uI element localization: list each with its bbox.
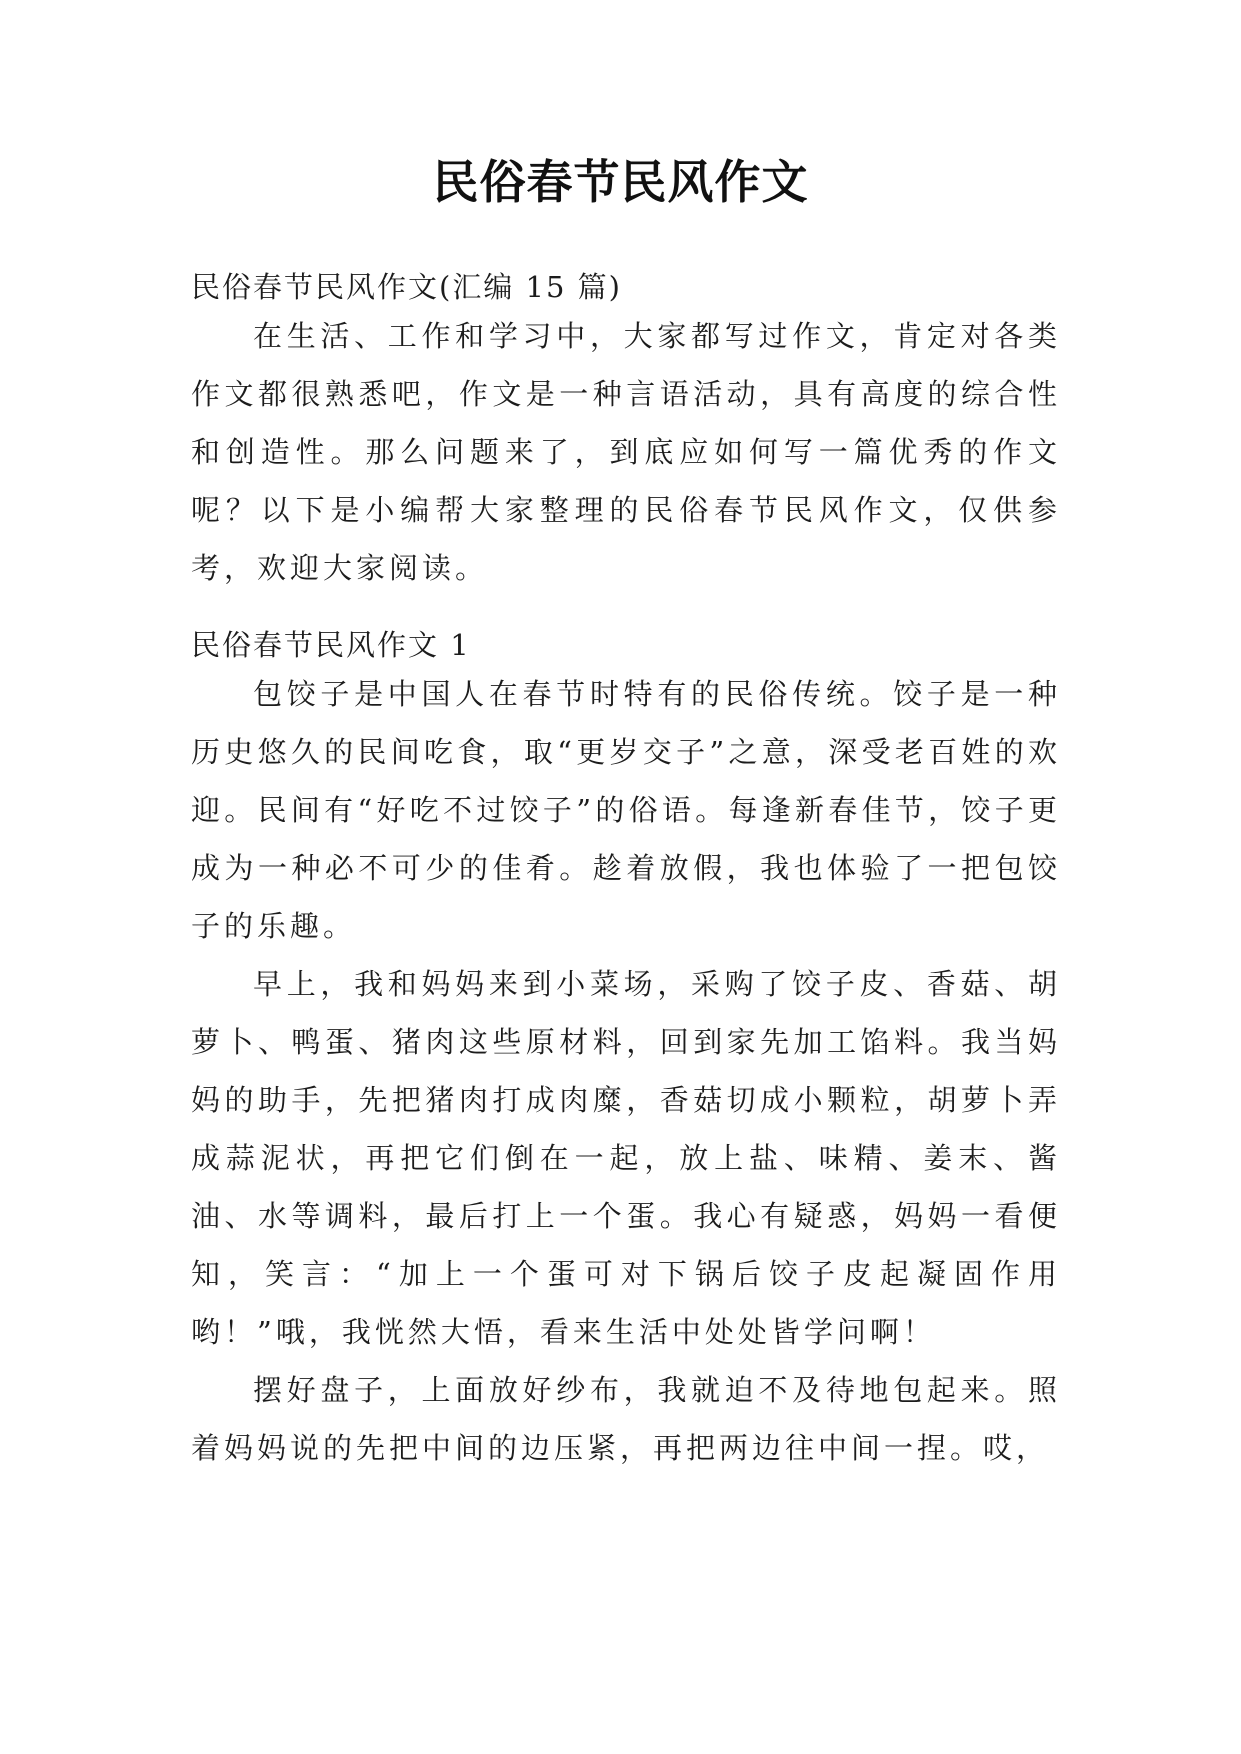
document-title: 民俗春节民风作文 — [432, 155, 809, 209]
essay-1-heading: 民俗春节民风作文 1 — [191, 628, 471, 662]
essay-1-body — [191, 665, 1061, 1477]
intro-section — [191, 307, 1061, 597]
essay-1-paragraph: 包饺子是中国人在春节时特有的民俗传统。饺子是一种历史悠久的民间吃食，取“更岁交子”之意，深受老百姓的欢迎。民间有“好吃不过饺子”的俗语。每逢新春佳节，饺子更成为一种必不可少的佳肴。趁着放假，我也体验了一把包饺子的乐趣。 — [191, 677, 1061, 943]
collection-heading: 民俗春节民风作文(汇编 15 篇) — [191, 270, 622, 304]
essay-1-paragraph: 摆好盘子，上面放好纱布，我就迫不及待地包起来。照着妈妈说的先把中间的边压紧，再把两边往中间一捏。哎， — [191, 1373, 1061, 1465]
intro-paragraph: 在生活、工作和学习中，大家都写过作文，肯定对各类作文都很熟悉吧，作文是一种言语活动，具有高度的综合性和创造性。那么问题来了，到底应如何写一篇优秀的作文呢？以下是小编帮大家整理的民俗春节民风作文，仅供参考，欢迎大家阅读。 — [191, 319, 1061, 585]
essay-1-paragraph: 早上，我和妈妈来到小菜场，采购了饺子皮、香菇、胡萝卜、鸭蛋、猪肉这些原材料，回到家先加工馅料。我当妈妈的助手，先把猪肉打成肉糜，香菇切成小颗粒，胡萝卜弄成蒜泥状，再把它们倒在一起，放上盐、味精、姜末、酱油、水等调料，最后打上一个蛋。我心有疑惑，妈妈一看便知，笑言：“加上一个蛋可对下锅后饺子皮起凝固作用哟！”哦，我恍然大悟，看来生活中处处皆学问啊！ — [191, 967, 1061, 1349]
